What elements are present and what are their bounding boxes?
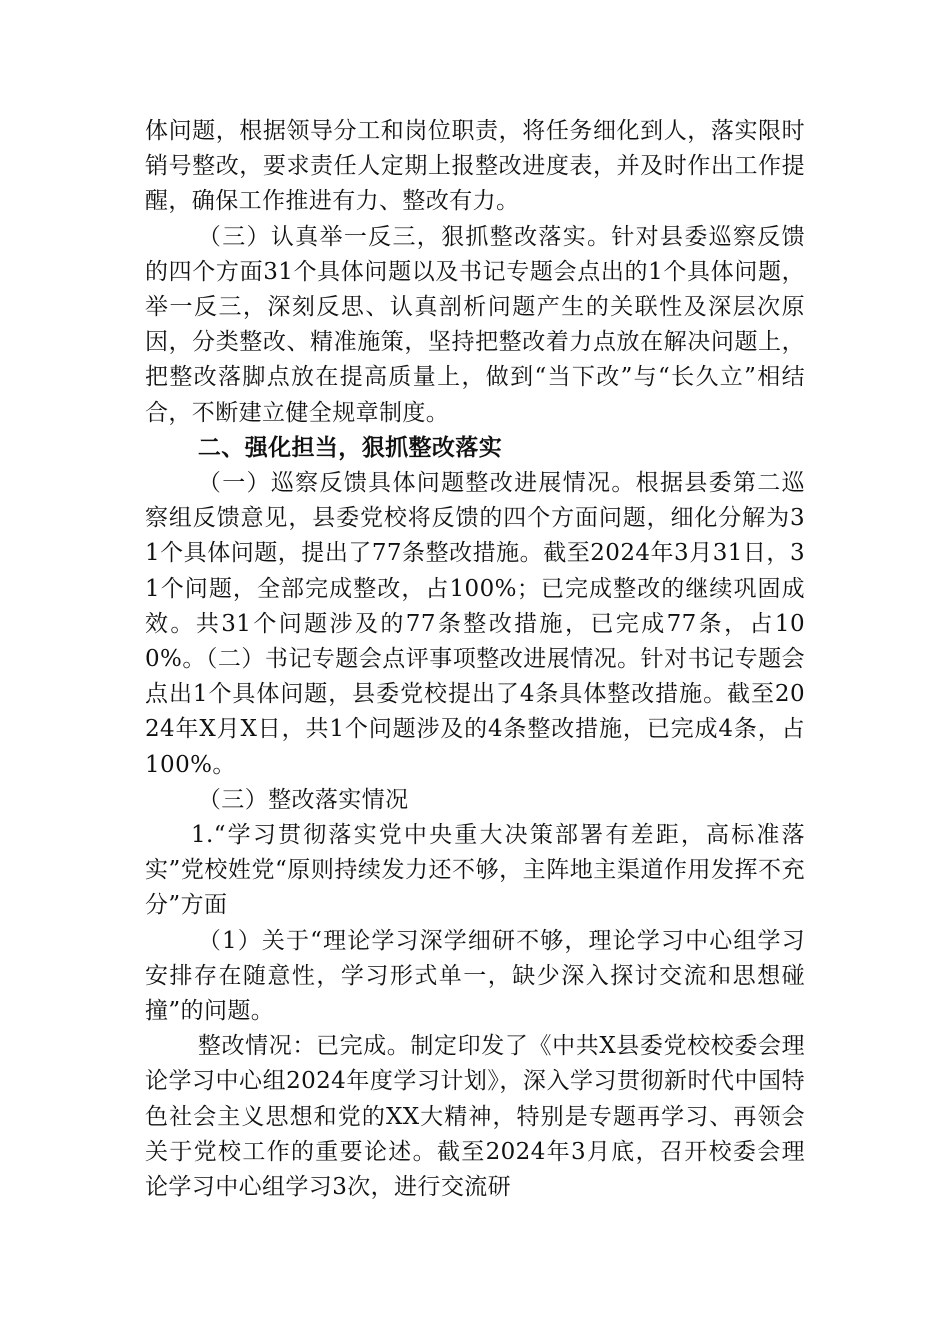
paragraph-rectification-status: 整改情况：已完成。制定印发了《中共X县委党校校委会理论学习中心组2024年度学习计划》，深入学习贯彻新时代中国特色社会主义思想和党的XX大精神，特别是专题再学习、再领会关于党校工作的重要论述。截至2024年3月底，召开校委会理论学习中心组学习3次，进行交流研	[145, 1033, 805, 1201]
section-heading: 二、强化担当，狠抓整改落实	[197, 434, 503, 461]
paragraph-sub-item-one: （1）关于“理论学习深学细研不够，理论学习中心组学习安排存在随意性，学习形式单一，缺少深入探讨交流和思想碰撞”的问题。	[145, 927, 805, 1025]
document-body	[145, 114, 805, 1205]
paragraph-subheading-implementation: （三）整改落实情况	[197, 786, 409, 813]
paragraph-rectification-progress: （一）巡察反馈具体问题整改进展情况。根据县委第二巡察组反馈意见，县委党校将反馈的四个方面问题，细化分解为31个具体问题，提出了77条整改措施。截至2024年3月31日，31个问题，全部完成整改，占100%；已完成整改的继续巩固成效。共31个问题涉及的77条整改措施，已完成77条，占100%。（二）书记专题会点评事项整改进展情况。针对书记专题会点出1个具体问题，县委党校提出了4条具体整改措施。截至2024年X月X日，共1个问题涉及的4条整改措施，已完成4条，占100%。	[145, 470, 805, 778]
paragraph-section-three: （三）认真举一反三，狠抓整改落实。针对县委巡察反馈的四个方面31个具体问题以及书记专题会点出的1个具体问题，举一反三，深刻反思、认真剖析问题产生的关联性及深层次原因，分类整改、精准施策，坚持把整改着力点放在解决问题上，把整改落脚点放在提高质量上，做到“当下改”与“长久立”相结合，不断建立健全规章制度。	[145, 223, 805, 426]
paragraph-continuation: 体问题，根据领导分工和岗位职责，将任务细化到人，落实限时销号整改，要求责任人定期上报整改进度表，并及时作出工作提醒，确保工作推进有力、整改有力。	[145, 118, 805, 215]
paragraph-item-one: 1.“学习贯彻落实党中央重大决策部署有差距，高标准落实”党校姓党“原则持续发力还不够，主阵地主渠道作用发挥不充分”方面	[145, 822, 805, 919]
